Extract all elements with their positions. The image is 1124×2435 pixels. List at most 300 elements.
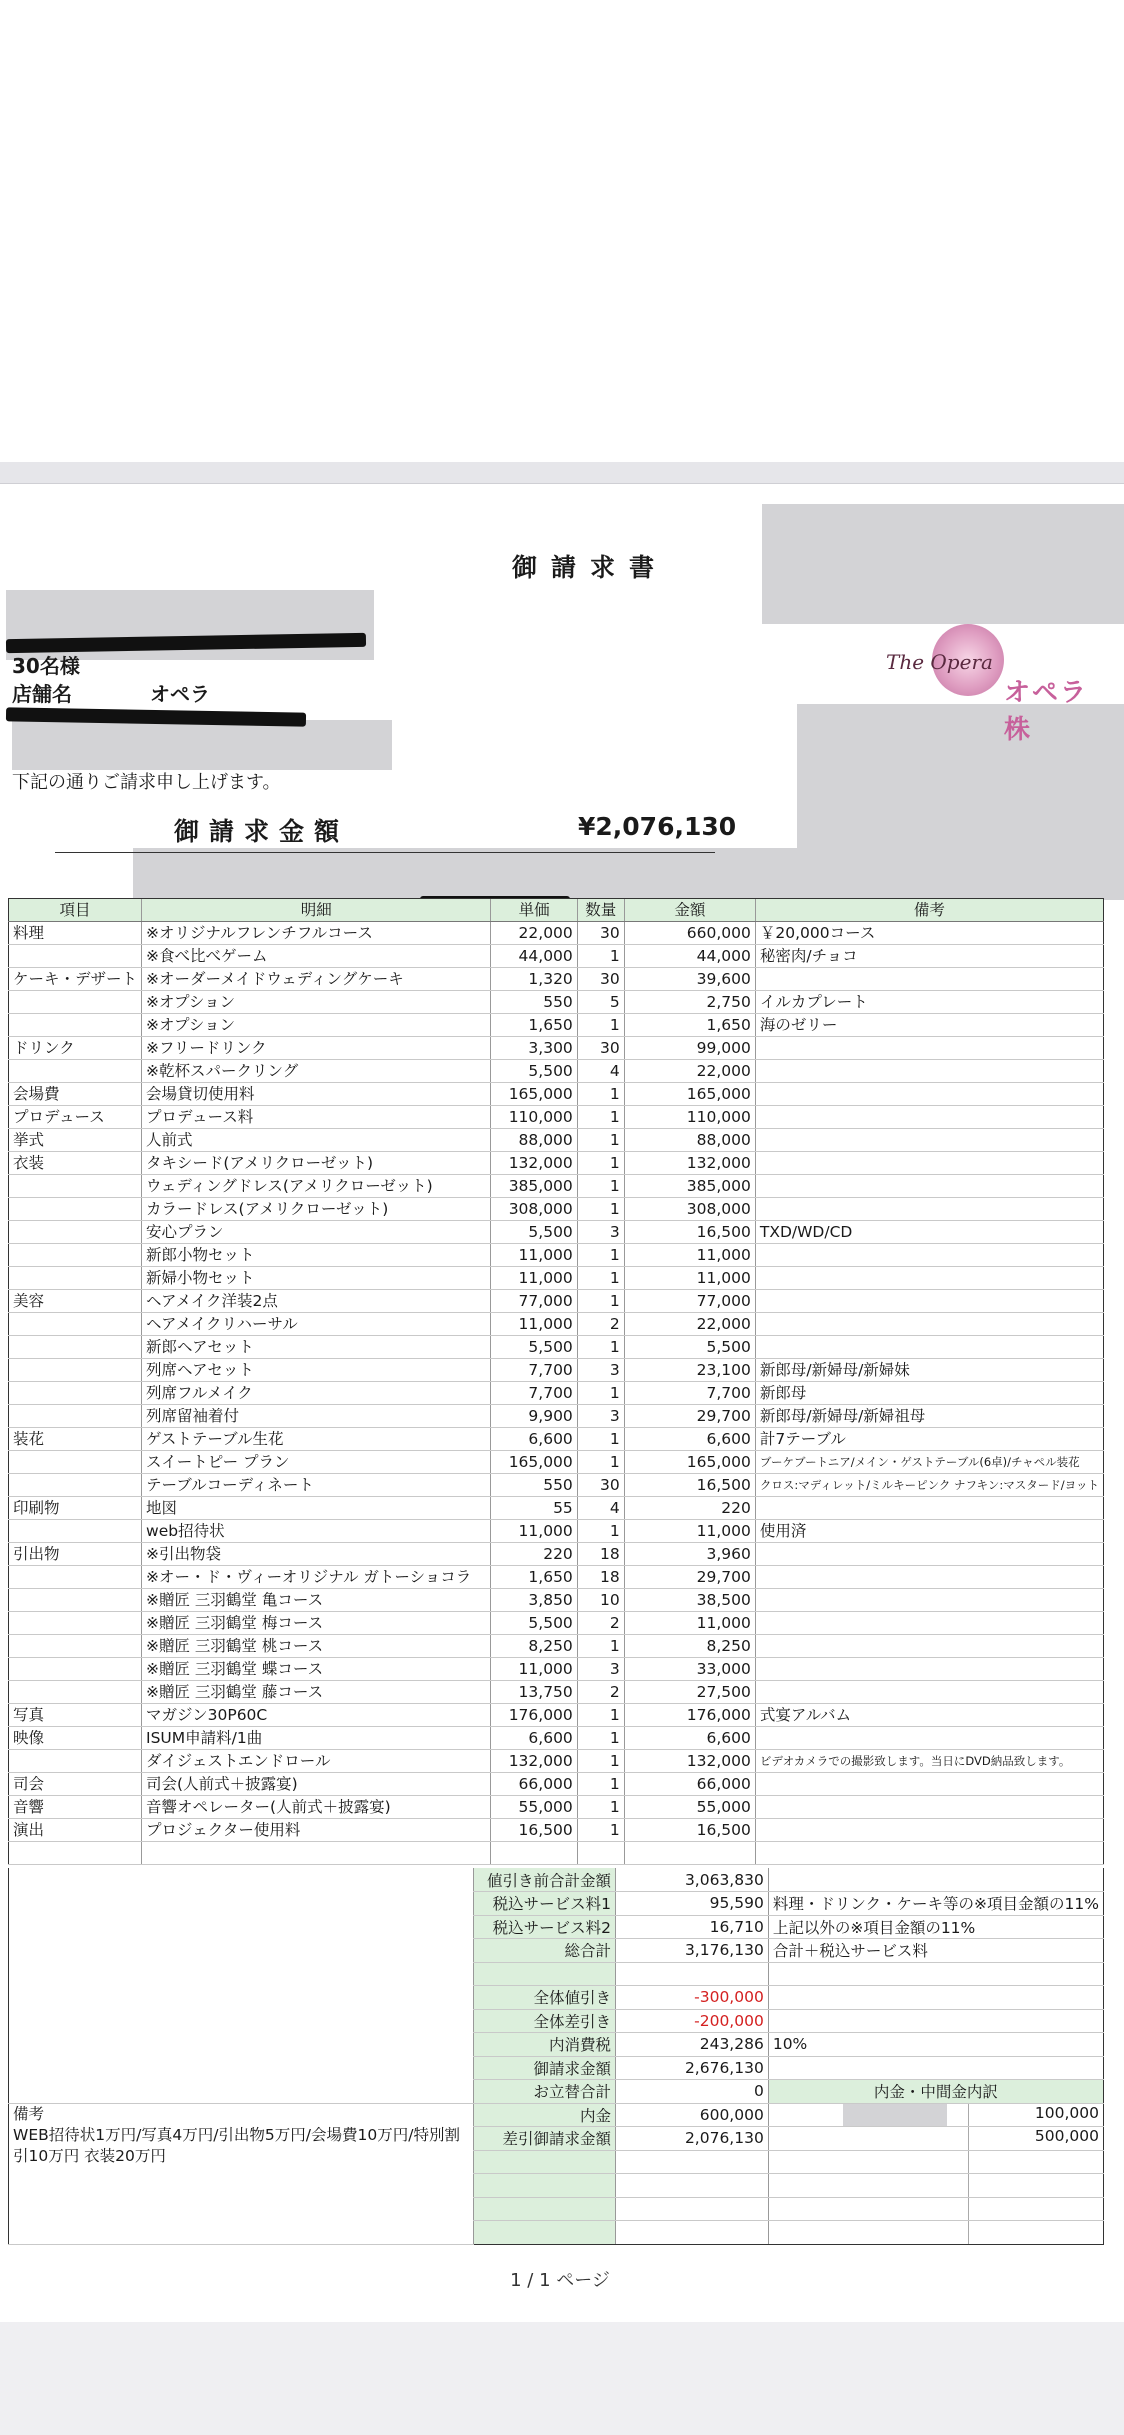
- row-item: [9, 1359, 142, 1382]
- row-quantity: 1: [577, 1428, 624, 1451]
- row-quantity: 1: [577, 1129, 624, 1152]
- row-quantity: 1: [577, 1198, 624, 1221]
- row-remarks: ￥20,000コース: [755, 922, 1103, 945]
- row-item: 音響: [9, 1796, 142, 1819]
- row-detail: 地図: [142, 1497, 491, 1520]
- row-quantity: 1: [577, 1750, 624, 1773]
- row-remarks: 新郎母/新婦母/新婦祖母: [755, 1405, 1103, 1428]
- row-quantity: 18: [577, 1543, 624, 1566]
- row-unit-price: 165,000: [491, 1451, 577, 1474]
- top-blank-area: [0, 0, 1124, 462]
- table-row: [9, 1060, 1104, 1083]
- discount1-value: -300,000: [616, 1986, 769, 2010]
- row-unit-price: 165,000: [491, 1083, 577, 1106]
- table-row: [9, 922, 1104, 945]
- billing-amount-value: ¥2,076,130: [578, 812, 737, 841]
- row-item: [9, 1267, 142, 1290]
- row-unit-price: 11,000: [491, 1313, 577, 1336]
- viewer-bottom-band: [0, 2322, 1124, 2435]
- logo-script-text: The Opera: [886, 650, 993, 674]
- row-detail: ※オリジナルフレンチフルコース: [142, 922, 491, 945]
- deposit-row1-value: 100,000: [1034, 2103, 1099, 2122]
- table-row: [9, 1727, 1104, 1750]
- total-value: 3,176,130: [616, 1939, 769, 1963]
- row-quantity: 1: [577, 1106, 624, 1129]
- table-row: [9, 1750, 1104, 1773]
- header-detail: 明細: [142, 899, 491, 922]
- row-detail: カラードレス(アメリクローゼット): [142, 1198, 491, 1221]
- row-amount: 22,000: [624, 1060, 755, 1083]
- table-row: [9, 1129, 1104, 1152]
- summary-blank: [616, 2150, 769, 2174]
- row-amount: 5,500: [624, 1336, 755, 1359]
- row-item: ケーキ・デザート: [9, 968, 142, 991]
- row-item: 印刷物: [9, 1497, 142, 1520]
- row-remarks: 秘密肉/チョコ: [755, 945, 1103, 968]
- row-unit-price: 110,000: [491, 1106, 577, 1129]
- row-quantity: 1: [577, 1336, 624, 1359]
- table-row: [9, 1313, 1104, 1336]
- row-remarks: [755, 1244, 1103, 1267]
- row-unit-price: 132,000: [491, 1152, 577, 1175]
- row-amount: 1,650: [624, 1014, 755, 1037]
- row-quantity: 30: [577, 968, 624, 991]
- table-row: [9, 1221, 1104, 1244]
- row-amount: 308,000: [624, 1198, 755, 1221]
- row-remarks: [755, 1336, 1103, 1359]
- row-item: 料理: [9, 922, 142, 945]
- row-unit-price: 16,500: [491, 1819, 577, 1842]
- row-unit-price: 220: [491, 1543, 577, 1566]
- row-amount: 88,000: [624, 1129, 755, 1152]
- row-item: [9, 1750, 142, 1773]
- row-item: 映像: [9, 1727, 142, 1750]
- row-unit-price: 88,000: [491, 1129, 577, 1152]
- row-item: [9, 1520, 142, 1543]
- row-remarks: [755, 1635, 1103, 1658]
- row-detail: web招待状: [142, 1520, 491, 1543]
- row-remarks: 使用済: [755, 1520, 1103, 1543]
- table-row: [9, 991, 1104, 1014]
- row-unit-price: 11,000: [491, 1267, 577, 1290]
- service1-note: 料理・ドリンク・ケーキ等の※項目金額の11%: [768, 1892, 1103, 1916]
- row-detail: テーブルコーディネート: [142, 1474, 491, 1497]
- row-unit-price: 7,700: [491, 1382, 577, 1405]
- row-item: 装花: [9, 1428, 142, 1451]
- row-remarks: [755, 1313, 1103, 1336]
- logo-jp-text: オペラ株: [1004, 678, 1089, 745]
- row-amount: 16,500: [624, 1474, 755, 1497]
- table-row: [9, 1796, 1104, 1819]
- row-item: [9, 1198, 142, 1221]
- row-detail: ※贈匠 三羽鶴堂 藤コース: [142, 1681, 491, 1704]
- summary-blank: [474, 2174, 616, 2198]
- row-remarks: [755, 1152, 1103, 1175]
- row-amount: 3,960: [624, 1543, 755, 1566]
- row-item: [9, 1658, 142, 1681]
- table-row: [9, 1359, 1104, 1382]
- row-detail: ※食べ比べゲーム: [142, 945, 491, 968]
- row-detail: ISUM申請料/1曲: [142, 1727, 491, 1750]
- table-row: [9, 1566, 1104, 1589]
- row-remarks: [755, 1543, 1103, 1566]
- summary-note: [768, 1868, 1103, 1892]
- summary-blank: [768, 2009, 1103, 2033]
- row-unit-price: 55: [491, 1497, 577, 1520]
- table-row: [9, 1428, 1104, 1451]
- row-amount: 660,000: [624, 922, 755, 945]
- row-item: [9, 1612, 142, 1635]
- tax-note: 10%: [768, 2033, 1103, 2057]
- row-item: ドリンク: [9, 1037, 142, 1060]
- row-unit-price: 132,000: [491, 1750, 577, 1773]
- row-item: 挙式: [9, 1129, 142, 1152]
- row-item: [9, 945, 142, 968]
- row-item: [9, 1405, 142, 1428]
- header-unit-price: 単価: [491, 899, 577, 922]
- row-detail: ※贈匠 三羽鶴堂 亀コース: [142, 1589, 491, 1612]
- row-unit-price: 11,000: [491, 1520, 577, 1543]
- row-unit-price: 11,000: [491, 1244, 577, 1267]
- row-remarks: [755, 1658, 1103, 1681]
- row-remarks: 海のゼリー: [755, 1014, 1103, 1037]
- row-amount: 6,600: [624, 1727, 755, 1750]
- table-row: [9, 1819, 1104, 1842]
- row-amount: 11,000: [624, 1244, 755, 1267]
- row-amount: 385,000: [624, 1175, 755, 1198]
- header-quantity: 数量: [577, 899, 624, 922]
- row-amount: 8,250: [624, 1635, 755, 1658]
- row-amount: 220: [624, 1497, 755, 1520]
- summary-blank: [474, 2150, 616, 2174]
- deposit-value: 600,000: [616, 2103, 769, 2127]
- row-detail: スイートピー プラン: [142, 1451, 491, 1474]
- row-amount: 38,500: [624, 1589, 755, 1612]
- discount2-label: 全体差引き: [474, 2009, 616, 2033]
- row-detail: ※贈匠 三羽鶴堂 梅コース: [142, 1612, 491, 1635]
- store-value: オペラ: [150, 682, 210, 706]
- viewer-toolbar-band: [0, 462, 1124, 484]
- row-amount: 22,000: [624, 1313, 755, 1336]
- row-amount: 16,500: [624, 1221, 755, 1244]
- row-quantity: 1: [577, 1290, 624, 1313]
- summary-blank: [768, 2197, 1103, 2221]
- row-quantity: 1: [577, 1819, 624, 1842]
- row-quantity: 3: [577, 1221, 624, 1244]
- row-quantity: 1: [577, 1451, 624, 1474]
- row-remarks: [755, 1612, 1103, 1635]
- table-row: [9, 1612, 1104, 1635]
- row-remarks: [755, 1175, 1103, 1198]
- row-quantity: 1: [577, 1267, 624, 1290]
- row-remarks: TXD/WD/CD: [755, 1221, 1103, 1244]
- table-row: [9, 1198, 1104, 1221]
- row-detail: ※オプション: [142, 991, 491, 1014]
- row-detail: ※オプション: [142, 1014, 491, 1037]
- row-amount: 11,000: [624, 1612, 755, 1635]
- row-item: 写真: [9, 1704, 142, 1727]
- service1-value: 95,590: [616, 1892, 769, 1916]
- row-detail: 会場貸切使用料: [142, 1083, 491, 1106]
- summary-row: [9, 1868, 1104, 1892]
- row-amount: 39,600: [624, 968, 755, 991]
- row-detail: 新婦小物セット: [142, 1267, 491, 1290]
- row-item: 美容: [9, 1290, 142, 1313]
- row-quantity: 30: [577, 922, 624, 945]
- table-row: [9, 1520, 1104, 1543]
- row-item: [9, 1681, 142, 1704]
- row-quantity: 5: [577, 991, 624, 1014]
- row-unit-price: 1,320: [491, 968, 577, 991]
- summary-blank: [474, 2221, 616, 2245]
- service2-note: 上記以外の※項目金額の11%: [768, 1915, 1103, 1939]
- row-remarks: ブーケブートニア/メイン・ゲストテーブル(6卓)/チャペル装花: [755, 1451, 1103, 1474]
- row-unit-price: 7,700: [491, 1359, 577, 1382]
- table-row: [9, 1451, 1104, 1474]
- net-value: 2,076,130: [616, 2127, 769, 2151]
- row-unit-price: 5,500: [491, 1336, 577, 1359]
- row-remarks: [755, 968, 1103, 991]
- billing-amount-label: 御請求金額: [174, 817, 350, 846]
- row-unit-price: 550: [491, 991, 577, 1014]
- table-row: [9, 1704, 1104, 1727]
- net-label: 差引御請求金額: [474, 2127, 616, 2151]
- table-row: [9, 1336, 1104, 1359]
- row-detail: ※贈匠 三羽鶴堂 桃コース: [142, 1635, 491, 1658]
- row-quantity: 2: [577, 1313, 624, 1336]
- row-quantity: 1: [577, 1152, 624, 1175]
- deposit-row1-left: [773, 2104, 969, 2127]
- row-unit-price: 308,000: [491, 1198, 577, 1221]
- summary-table: [8, 1868, 1104, 2245]
- row-unit-price: 9,900: [491, 1405, 577, 1428]
- summary-blank: [616, 2197, 769, 2221]
- row-detail: ヘアメイクリハーサル: [142, 1313, 491, 1336]
- row-item: [9, 1451, 142, 1474]
- row-remarks: 計7テーブル: [755, 1428, 1103, 1451]
- row-quantity: 18: [577, 1566, 624, 1589]
- row-detail: ゲストテーブル生花: [142, 1428, 491, 1451]
- advance-label: お立替合計: [474, 2080, 616, 2104]
- row-item: [9, 1060, 142, 1083]
- header-item: 項目: [9, 899, 142, 922]
- row-unit-price: 8,250: [491, 1635, 577, 1658]
- row-amount: [624, 1842, 755, 1865]
- row-unit-price: 22,000: [491, 922, 577, 945]
- row-item: プロデュース: [9, 1106, 142, 1129]
- tax-label: 内消費税: [474, 2033, 616, 2057]
- row-unit-price: 385,000: [491, 1175, 577, 1198]
- row-remarks: [755, 1497, 1103, 1520]
- row-remarks: [755, 1060, 1103, 1083]
- row-quantity: 1: [577, 1083, 624, 1106]
- row-remarks: 新郎母/新婦母/新婦妹: [755, 1359, 1103, 1382]
- row-detail: ダイジェストエンドロール: [142, 1750, 491, 1773]
- table-row: [9, 1842, 1104, 1865]
- row-remarks: クロス:マディレット/ミルキーピンク ナフキン:マスタード/ヨット: [755, 1474, 1103, 1497]
- row-detail: ウェディングドレス(アメリクローゼット): [142, 1175, 491, 1198]
- row-unit-price: 176,000: [491, 1704, 577, 1727]
- row-remarks: [755, 1106, 1103, 1129]
- table-row: [9, 1543, 1104, 1566]
- row-quantity: 1: [577, 1727, 624, 1750]
- summary-blank: [768, 2174, 1103, 2198]
- redaction-block: [12, 720, 392, 770]
- discount2-value: -200,000: [616, 2009, 769, 2033]
- row-amount: 55,000: [624, 1796, 755, 1819]
- row-quantity: 1: [577, 1635, 624, 1658]
- row-item: [9, 1313, 142, 1336]
- row-unit-price: 1,650: [491, 1014, 577, 1037]
- row-detail: プロジェクター使用料: [142, 1819, 491, 1842]
- row-amount: 110,000: [624, 1106, 755, 1129]
- row-item: 演出: [9, 1819, 142, 1842]
- service1-label: 税込サービス料1: [474, 1892, 616, 1916]
- document-title: 御請求書: [511, 553, 668, 582]
- row-quantity: 3: [577, 1405, 624, 1428]
- table-row: [9, 1267, 1104, 1290]
- row-detail: 新郎小物セット: [142, 1244, 491, 1267]
- row-amount: 132,000: [624, 1152, 755, 1175]
- table-row: [9, 1405, 1104, 1428]
- row-remarks: [755, 1589, 1103, 1612]
- row-remarks: [755, 1129, 1103, 1152]
- summary-blank: [474, 1962, 616, 1986]
- row-detail: タキシード(アメリクローゼット): [142, 1152, 491, 1175]
- row-quantity: 2: [577, 1612, 624, 1635]
- row-quantity: 10: [577, 1589, 624, 1612]
- total-note: 合計＋税込サービス料: [768, 1939, 1103, 1963]
- service2-value: 16,710: [616, 1915, 769, 1939]
- row-unit-price: 5,500: [491, 1060, 577, 1083]
- summary-blank: [768, 2150, 1103, 2174]
- summary-blank: [768, 1962, 1103, 1986]
- remarks-label: 備考: [13, 2104, 45, 2123]
- row-quantity: 3: [577, 1658, 624, 1681]
- store-label: 店舗名: [12, 682, 72, 706]
- deposit-row2-value: 500,000: [1034, 2127, 1099, 2145]
- invoice-header-row: [9, 899, 1104, 922]
- table-row: [9, 1083, 1104, 1106]
- remarks-box: [9, 2103, 474, 2244]
- row-amount: 6,600: [624, 1428, 755, 1451]
- row-amount: 11,000: [624, 1520, 755, 1543]
- row-unit-price: 5,500: [491, 1221, 577, 1244]
- advance-value: 0: [616, 2080, 769, 2104]
- row-detail: 司会(人前式＋披露宴): [142, 1773, 491, 1796]
- row-amount: 16,500: [624, 1819, 755, 1842]
- table-row: [9, 1014, 1104, 1037]
- row-remarks: イルカプレート: [755, 991, 1103, 1014]
- row-quantity: 3: [577, 1359, 624, 1382]
- subtotal-label: 値引き前合計金額: [474, 1868, 616, 1892]
- table-row: [9, 1152, 1104, 1175]
- row-detail: ※フリードリンク: [142, 1037, 491, 1060]
- row-amount: 99,000: [624, 1037, 755, 1060]
- row-item: [9, 1474, 142, 1497]
- row-amount: 7,700: [624, 1382, 755, 1405]
- row-quantity: 4: [577, 1497, 624, 1520]
- row-detail: 新郎ヘアセット: [142, 1336, 491, 1359]
- redaction-block: [762, 504, 1124, 624]
- row-unit-price: 66,000: [491, 1773, 577, 1796]
- row-detail: ヘアメイク洋装2点: [142, 1290, 491, 1313]
- discount1-label: 全体値引き: [474, 1986, 616, 2010]
- row-remarks: [755, 1819, 1103, 1842]
- row-amount: 176,000: [624, 1704, 755, 1727]
- row-item: [9, 1014, 142, 1037]
- row-unit-price: 6,600: [491, 1727, 577, 1750]
- row-amount: 66,000: [624, 1773, 755, 1796]
- summary-left-blank: [9, 1868, 474, 2103]
- row-remarks: [755, 1773, 1103, 1796]
- row-amount: 29,700: [624, 1405, 755, 1428]
- row-unit-price: 3,850: [491, 1589, 577, 1612]
- row-unit-price: 13,750: [491, 1681, 577, 1704]
- row-amount: 27,500: [624, 1681, 755, 1704]
- row-amount: 44,000: [624, 945, 755, 968]
- summary-blank: [768, 2221, 1103, 2245]
- row-unit-price: 44,000: [491, 945, 577, 968]
- row-quantity: 2: [577, 1681, 624, 1704]
- table-row: [9, 1290, 1104, 1313]
- row-quantity: 4: [577, 1060, 624, 1083]
- row-amount: 132,000: [624, 1750, 755, 1773]
- row-item: [9, 991, 142, 1014]
- row-detail: [142, 1842, 491, 1865]
- row-remarks: [755, 1037, 1103, 1060]
- company-logo: [884, 620, 1114, 745]
- billing-value: 2,676,130: [616, 2056, 769, 2080]
- amount-underline: [55, 852, 715, 853]
- row-amount: 77,000: [624, 1290, 755, 1313]
- row-detail: マガジン30P60C: [142, 1704, 491, 1727]
- redaction-block: [133, 848, 1124, 900]
- row-amount: 11,000: [624, 1267, 755, 1290]
- row-item: [9, 1336, 142, 1359]
- row-remarks: 新郎母: [755, 1382, 1103, 1405]
- row-amount: 33,000: [624, 1658, 755, 1681]
- row-detail: ※乾杯スパークリング: [142, 1060, 491, 1083]
- subtotal-value: 3,063,830: [616, 1868, 769, 1892]
- table-row: [9, 1244, 1104, 1267]
- row-unit-price: 5,500: [491, 1612, 577, 1635]
- summary-blank: [616, 1962, 769, 1986]
- row-item: [9, 1566, 142, 1589]
- row-quantity: 30: [577, 1037, 624, 1060]
- summary-blank: [768, 2056, 1103, 2080]
- table-row: [9, 1474, 1104, 1497]
- tax-value: 243,286: [616, 2033, 769, 2057]
- row-detail: ※贈匠 三羽鶴堂 蝶コース: [142, 1658, 491, 1681]
- row-unit-price: 3,300: [491, 1037, 577, 1060]
- row-quantity: [577, 1842, 624, 1865]
- row-item: [9, 1842, 142, 1865]
- deposit-row2-left: [773, 2127, 969, 2150]
- row-item: 引出物: [9, 1543, 142, 1566]
- header-amount: 金額: [624, 899, 755, 922]
- row-unit-price: 6,600: [491, 1428, 577, 1451]
- table-row: [9, 1635, 1104, 1658]
- row-remarks: [755, 1290, 1103, 1313]
- table-row: [9, 1037, 1104, 1060]
- table-row: [9, 1382, 1104, 1405]
- row-unit-price: 11,000: [491, 1658, 577, 1681]
- table-row: [9, 1773, 1104, 1796]
- intro-text: 下記の通りご請求申し上げます。: [12, 772, 281, 793]
- row-item: 会場費: [9, 1083, 142, 1106]
- deposit-row1: [768, 2103, 1103, 2127]
